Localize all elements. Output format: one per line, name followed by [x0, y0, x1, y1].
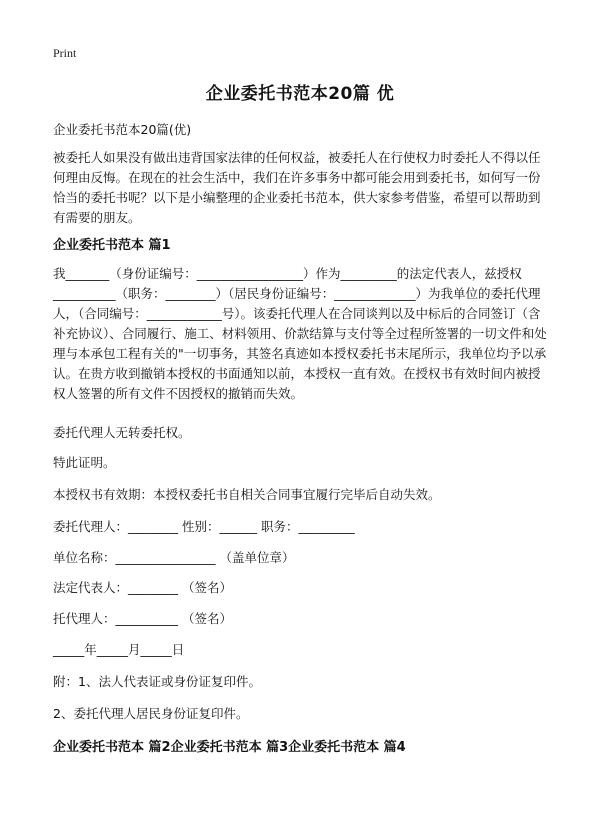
attachment-1-line: 附：1、法人代表证或身份证复印件。 [53, 674, 261, 689]
document-subtitle: 企业委托书范本20篇(优) [53, 122, 192, 137]
unit-name-line: 单位名称：________________ （盖单位章） [53, 550, 295, 565]
legal-rep-line: 法定代表人：________ （签名） [53, 580, 232, 595]
date-line: _____年_____月_____日 [53, 642, 185, 657]
page-title: 企业委托书范本20篇 优 [205, 84, 395, 104]
attachment-2-line: 2、委托代理人居民身份证复印件。 [53, 706, 249, 721]
body-paragraph: 我_______（身份证编号：_________________）作为_________的法定代表人，兹授权__________（职务：________）（居民身份证编号：_____________）为我单位的委托代理人，（合同编号：____________号）。该委托代理人在合同谈判以及中标后的合同签订（含补充协议）、合同履行、施工、材料领用、价款结算与支付等全过程所签署的一切文件和处理与本承包工程有关的"一切事务，其签名真迹如本授权委托书末尾所示，我单位均予以承认。在贵方收到撤销本授权的书面通知以前，本授权一直有效。在授权书有效时间内被授权人签署的所有文件不因授权的撤销而失效。 [53, 266, 547, 401]
intro-paragraph: 被委托人如果没有做出违背国家法律的任何权益，被委托人在行使权力时委托人不得以任何理由反悔。在现在的社会生活中，我们在许多事务中都可能会用到委托书，如何写一份恰当的委托书呢？以下是小编整理的企业委托书范本，供大家参考借鉴，希望可以帮助到有需要的朋友。 [53, 150, 541, 225]
no-transfer-line: 委托代理人无转委托权。 [53, 425, 191, 440]
agent-sign-line: 托代理人：__________ （签名） [53, 611, 232, 626]
agent-info-line: 委托代理人：________ 性别：______ 职务：_________ [53, 519, 355, 534]
more-sections-heading: 企业委托书范本 篇2企业委托书范本 篇3企业委托书范本 篇4 [53, 740, 406, 755]
validity-line: 本授权书有效期：本授权委托书自相关合同事宜履行完毕后自动失效。 [53, 487, 441, 502]
print-link[interactable]: Print [53, 46, 77, 60]
certify-line: 特此证明。 [53, 455, 116, 470]
section-heading: 企业委托书范本 篇1 [53, 238, 171, 253]
